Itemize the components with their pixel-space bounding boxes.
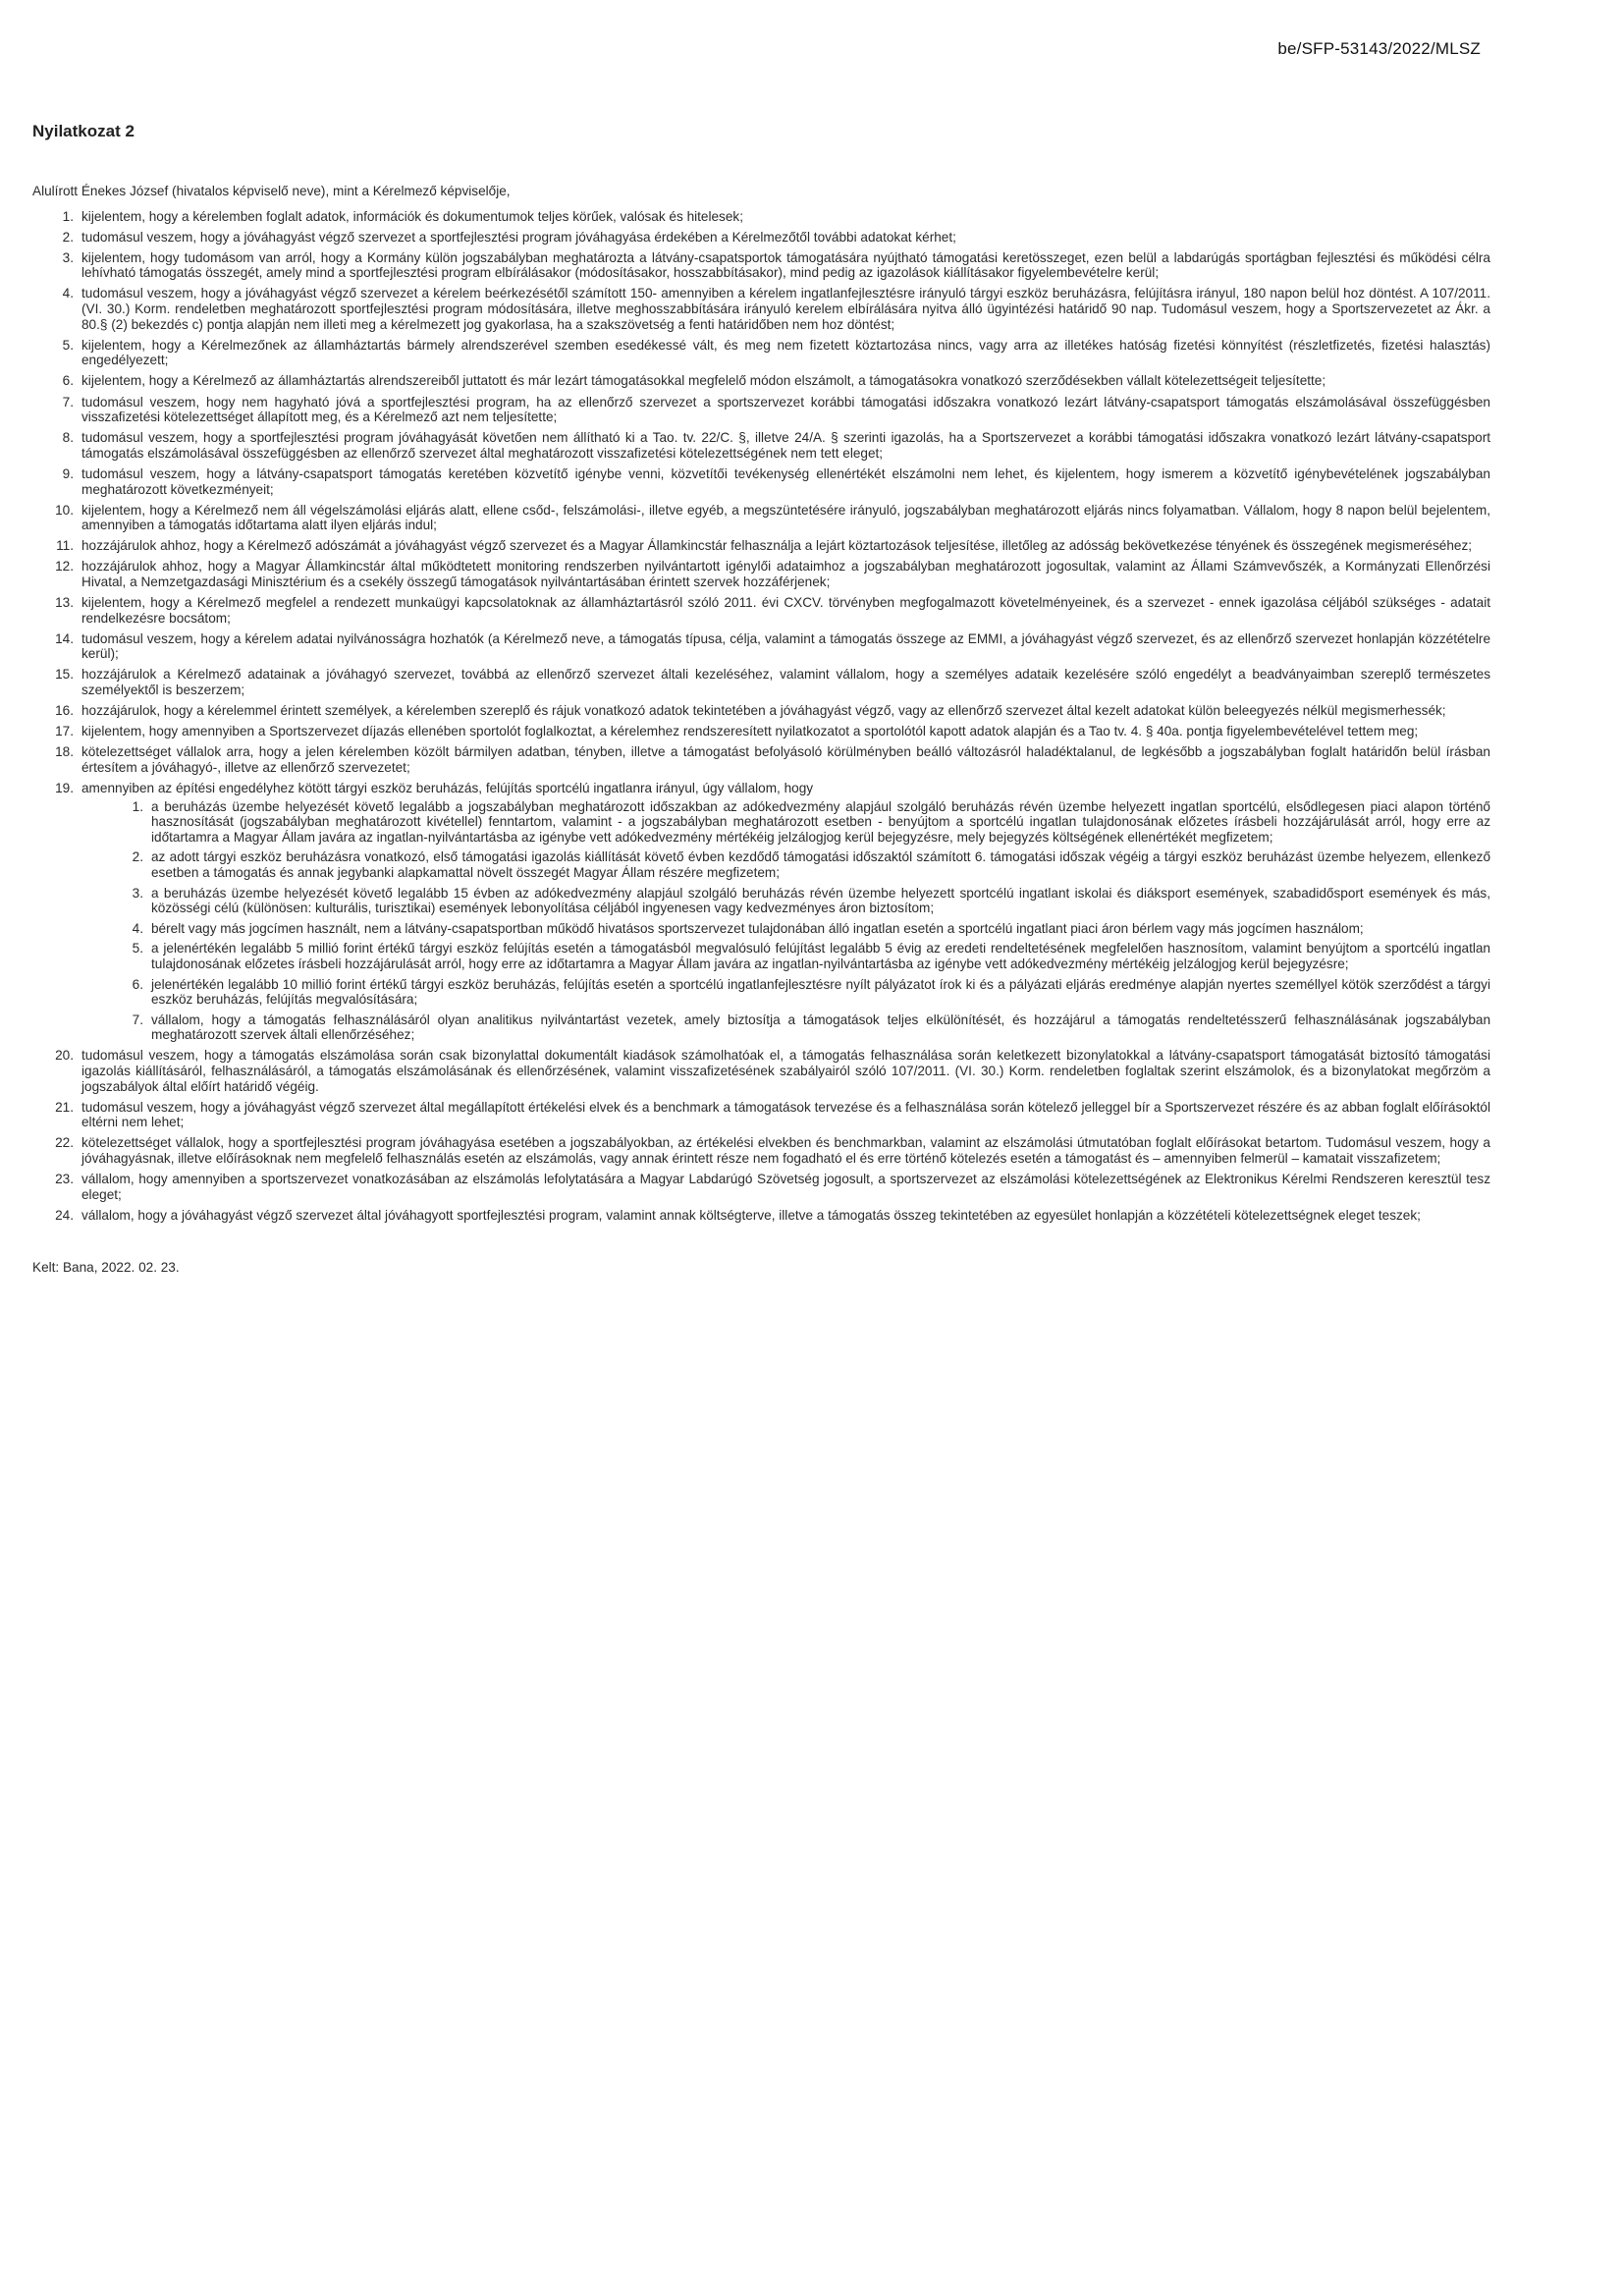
item-number: 9. (62, 465, 74, 481)
item-text: kijelentem, hogy a Kérelmezőnek az államháztartás bármely alrendszerével szemben esedékessé vált, és meg nem fizetett köztartozása nincs, vagy arra az illetékes hatóság fizetési könnyítést (részletfizetés, fizetési halasztás) engedélyezett; (81, 337, 1490, 368)
sub-list-item (81, 849, 1490, 880)
item-number: 12. (55, 559, 74, 574)
item-number: 3. (62, 249, 74, 265)
list-item (32, 595, 1490, 626)
item-number: 22. (55, 1135, 74, 1151)
page-title: Nyilatkozat 2 (32, 122, 135, 140)
item-number: 1. (62, 208, 74, 224)
date-place: Kelt: Bana, 2022. 02. 23. (32, 1260, 180, 1276)
item-text: tudomásul veszem, hogy a támogatás elszámolása során csak bizonylattal dokumentált kiadások számolhatóak el, a támogatás felhasználása során keletkezett bizonylatokkal a látvány-csapatsport támogatását biztosító támogatási igazolás kiállításáról, felhasználásáról, a támogatás elszámolásának és ellenőrzésének, valamint visszafizetésének szabályairól szóló 107/2011. (VI. 30.) Korm. rendeletben foglaltak szerint elszámolok, és a bizonylatokat megőrzöm a jogszabályok által előírt határidő végéig. (81, 1048, 1490, 1094)
list-item (32, 1100, 1490, 1130)
list-item (32, 373, 1490, 389)
list-item (32, 503, 1490, 533)
item-text: amennyiben az építési engedélyhez kötött tárgyi eszköz beruházás, felújítás sportcélú ingatlanra irányul, úgy vállalom, hogy (81, 781, 814, 795)
list-item (32, 538, 1490, 554)
list-item (32, 250, 1490, 281)
list-item (32, 559, 1490, 589)
item-text: kijelentem, hogy tudomásom van arról, hogy a Kormány külön jogszabályban meghatározta a látvány-csapatsportok támogatására nyújtható támogatási keretösszeget, ezen belül a labdarúgás sportágban fejlesztési és működési célra lehívható támogatás összegét, amely mind a sportfejlesztési program elbírálásakor (módosításakor, hosszabbításakor), mind pedig az igazolások kiállításakor figyelembevételre kerül; (81, 249, 1490, 281)
item-text: tudomásul veszem, hogy a látvány-csapatsport támogatás keretében közvetítő igénybe venni, közvetítői tevékenység ellenértékét elszámolni nem lehet, és kijelentem, hogy ismerem a közvetítő igénybevételének jogszabályban meghatározott következményeit; (81, 465, 1490, 497)
list-item (32, 667, 1490, 697)
item-number: 8. (62, 430, 74, 446)
sub-list-item (81, 977, 1490, 1008)
sub-item-number: 4. (132, 920, 143, 936)
sub-item-text: a beruházás üzembe helyezését követő legalább a jogszabályban meghatározott időszakban az adókedvezmény alapjául szolgáló beruházás révén üzembe helyezett ingatlan sportcélú, elsődlegesen piaci alapon történő hasznosítását (jogszabályban meghatározott kivétellel) fenntartom, valamint - a jogszabályban meghatározott esetben - benyújtom a sportcélú ingatlan tulajdonosának előzetes írásbeli hozzájárulását arról, hogy erre az időtartamra a Magyar Állam javára az ingatlan-nyilvántartásba az igénybe vett adókedvezmény mértékéig jelzálogjog kerül bejegyzésre, mely bejegyzés költségének ellenértékét megfizetem; (151, 798, 1490, 845)
item-number: 11. (56, 538, 74, 554)
item-text: kijelentem, hogy a Kérelmező nem áll végelszámolási eljárás alatt, ellene csőd-, felszámolási-, illetve egyéb, a megszüntetésére irányuló, jogszabályban meghatározott eljárás nincs folyamatban. Vállalom, hogy 8 napon belül bejelentem, amennyiben a támogatás időtartama alatt ilyen eljárás indul; (81, 502, 1490, 533)
item-text: vállalom, hogy amennyiben a sportszervezet vonatkozásában az elszámolás lefolytatására a Magyar Labdarúgó Szövetség jogosult, a sportszervezet az elszámolási kötelezettségének az Elektronikus Kérelmi Rendszeren keresztül tesz eleget; (81, 1172, 1490, 1202)
document-reference: be/SFP-53143/2022/MLSZ (1277, 39, 1481, 58)
sub-list-item (81, 921, 1490, 937)
item-number: 24. (55, 1207, 74, 1223)
item-text: vállalom, hogy a jóváhagyást végző szervezet által jóváhagyott sportfejlesztési program, valamint annak költségterve, illetve a támogatás összeg tekintetében az egyesület honlapján a közzétételi kötelezettségnek eleget teszek; (81, 1207, 1421, 1223)
list-item (32, 1208, 1490, 1224)
list-item (32, 724, 1490, 739)
sub-item-text: bérelt vagy más jogcímen használt, nem a látvány-csapatsportban működő hivatásos sportszervezet tulajdonában álló ingatlan esetén a sportcélú ingatlant piaci áron bérlem vagy más jogcímen használom; (151, 920, 1364, 936)
item-text: tudomásul veszem, hogy a jóváhagyást végző szervezet a kérelem beérkezésétől számított 150- amennyiben a kérelem ingatlanfejlesztésre irányuló tárgyi eszköz beruházásra, felújításra irányul, 180 napon belül hoz döntést. A 107/2011. (VI. 30.) Korm. rendeletben meghatározott sportfejlesztési program módosítására, illetve meghosszabbítására irányuló kerelem elbírálására nyitva álló ügyintézési határidő 90 nap. Tudomásul veszem, hogy a Sportszervezetet az Ákr. a 80.§ (2) bekezdés c) pontja alapján nem illeti meg a kérelmezett jog gyakorlasa, ha a szakszövetség a fenti határidőben nem hoz döntést; (81, 286, 1490, 332)
item-text: kijelentem, hogy a kérelemben foglalt adatok, információk és dokumentumok teljes körűek, valósak és hitelesek; (81, 208, 743, 224)
item-text: hozzájárulok ahhoz, hogy a Kérelmező adószámát a jóváhagyást végző szervezet és a Magyar Államkincstár felhasználja a lejárt köztartozások teljesítése, illetőleg az adósság bekövetkezése tényének és összegének megismeréséhez; (81, 538, 1473, 554)
list-item (32, 230, 1490, 246)
list-item (32, 395, 1490, 425)
list-item (32, 466, 1490, 497)
item-text: hozzájárulok a Kérelmező adatainak a jóváhagyó szervezet, továbbá az ellenőrző szervezet általi kezeléséhez, valamint vállalom, hogy a személyes adataik kezelésére szóló engedélyt a beadványaimban szereplő természetes személyektől is beszerzem; (81, 667, 1490, 698)
item-text: tudomásul veszem, hogy nem hagyható jóvá a sportfejlesztési program, ha az ellenőrző szervezet a sportszervezet korábbi támogatási időszakra vonatkozó lezárt látvány-csapatsport támogatás elszámolásával összefüggésben visszafizetési kötelezettséget állapított meg, és a Kérelmező azt nem teljesítette; (81, 394, 1490, 425)
sub-list-item (81, 1012, 1490, 1043)
sub-item-number: 7. (132, 1011, 143, 1027)
list-item (32, 286, 1490, 332)
item-text: kötelezettséget vállalok, hogy a sportfejlesztési program jóváhagyása esetében a jogszabályokban, az értékelési elvekben és benchmarkban, valamint az elszámolási útmutatóban foglalt előírásokat betartom. Tudomásul veszem, hogy a jóváhagyásnak, illetve előírásoknak nem megfelelő felhasználás esetén az elszámolás, vagy annak érintett része nem fogadható el és erre történő kötelezés esetén a támogatást és – amennyiben felmerül – kamatait visszafizetem; (81, 1135, 1490, 1166)
item-text: kötelezettséget vállalok arra, hogy a jelen kérelemben közölt bármilyen adatban, tényben, illetve a támogatást befolyásoló körülményben beálló változásról haladéktalanul, de legkésőbb a jogszabályban foglalt határidőn belül írásban értesítem a jóváhagyó-, illetve az ellenőrző szervezetet; (81, 744, 1490, 775)
sub-item-text: az adott tárgyi eszköz beruházásra vonatkozó, első támogatási igazolás kiállítását követő évben kezdődő támogatási időszaktól számított 6. támogatási időszak végéig a tárgyi eszköz beruházást üzembe helyezem, ellenkező esetben a támogatás és annak jegybanki alapkamattal növelt összegét Magyar Állam részére megfizetem; (151, 849, 1490, 880)
item-number: 13. (55, 595, 74, 611)
item-text: tudomásul veszem, hogy a kérelem adatai nyilvánosságra hozhatók (a Kérelmező neve, a támogatás típusa, célja, valamint a támogatás összege az EMMI, a jóváhagyást végző szervezet, és az ellenőrző szervezet honlapján közzétételre kerül); (81, 630, 1490, 662)
item-number: 19. (55, 781, 74, 795)
list-item (32, 430, 1490, 461)
sub-item-number: 6. (132, 976, 143, 992)
item-text: kijelentem, hogy a Kérelmező az államháztartás alrendszereiből juttatott és már lezárt támogatásokkal megfelelő módon elszámolt, a támogatásokra vonatkozó szerződésekben vállalt kötelezettségeit teljesítette; (81, 373, 1326, 389)
list-item (32, 703, 1490, 719)
item-text: hozzájárulok ahhoz, hogy a Magyar Államkincstár által működtetett monitoring rendszerben nyilvántartott igénylői adataimhoz a jogszabályban meghatározott jogosultak, valamint az Állami Számvevőszék, a Kormányzati Ellenőrzési Hivatal, a Nemzetgazdasági Minisztérium és a csekély összegű támogatások nyilvántartásában érintett szervek hozzáférjenek; (81, 559, 1490, 589)
item-number: 23. (55, 1172, 74, 1187)
sub-list (81, 799, 1490, 1043)
list-item (32, 209, 1490, 225)
item-number: 18. (55, 744, 74, 760)
item-text: tudomásul veszem, hogy a jóváhagyást végző szervezet a sportfejlesztési program jóváhagyása érdekében a Kérelmezőtől további adatokat kérhet; (81, 229, 956, 245)
sub-list-item (81, 941, 1490, 971)
document-body (32, 184, 1490, 1276)
item-number: 20. (55, 1048, 74, 1064)
sub-item-text: jelenértékén legalább 10 millió forint értékű tárgyi eszköz beruházás, felújítás esetén a sportcélú ingatlanfejlesztésre nyílt pályázatot írok ki és a pályázati eljárás eredménye alapján nyertes személlyel kötök szerződést a tárgyi eszköz beruházás, felújítás megvalósítására; (151, 976, 1490, 1008)
item-number: 7. (62, 394, 74, 410)
sub-item-text: a jelenértékén legalább 5 millió forint értékű tárgyi eszköz felújítás esetén a támogatásból megvalósuló felújítást legalább 5 évig az eredeti rendeltetésének megfelelően hasznosítom, valamint benyújtom a sportcélú ingatlan tulajdonosának előzetes írásbeli hozzájárulását arról, hogy erre az időtartamra a Magyar Állam javára az ingatlan-nyilvántartásba az igénybe vett adókedvezmény mértékéig jelzálogjog kerül bejegyzésre; (151, 941, 1490, 971)
item-text: tudomásul veszem, hogy a jóváhagyást végző szervezet által megállapított értékelési elvek és a benchmark a támogatások tervezése és a felhasználása során kötelező jelleggel bír a Sportszervezet részére és az abban foglalt előírásoktól eltérni nem lehet; (81, 1099, 1490, 1130)
item-number: 2. (62, 229, 74, 245)
sub-item-number: 3. (132, 885, 143, 901)
list-item (32, 744, 1490, 775)
list-item (32, 781, 1490, 1043)
sub-item-number: 5. (132, 941, 143, 957)
sub-list-item (81, 886, 1490, 916)
list-item (32, 1135, 1490, 1166)
sub-list-item (81, 799, 1490, 846)
item-text: kijelentem, hogy amennyiben a Sportszervezet díjazás ellenében sportolót foglalkoztat, a kérelemhez rendszeresített nyilatkozatot a sportolótól kapott adatok alapján és a Tao tv. 4. § 40a. pontja figyelembevételével tettem meg; (81, 724, 1419, 739)
sub-item-number: 1. (132, 798, 143, 814)
item-text: tudomásul veszem, hogy a sportfejlesztési program jóváhagyását követően nem állítható ki a Tao. tv. 22/C. §, illetve 24/A. § szerinti igazolás, ha a Sportszervezet a korábbi támogatási időszakra vonatkozó lezárt látvány-csapatsport támogatás elszámolásával összefüggésben az ellenőrző szervezet által meghatározott visszafizetési kötelezettségének nem tett eleget; (81, 430, 1490, 461)
item-number: 10. (55, 502, 74, 518)
item-number: 17. (55, 724, 74, 739)
intro-text: Alulírott Énekes József (hivatalos képviselő neve), mint a Kérelmező képviselője, (32, 184, 511, 198)
declaration-list (32, 209, 1490, 1224)
item-number: 21. (55, 1099, 74, 1115)
item-text: hozzájárulok, hogy a kérelemmel érintett személyek, a kérelemben szereplő és rájuk vonatkozó adatok tekintetében a jóváhagyást végző, vagy az ellenőrző szervezet által kezelt adatokat külön beleegyezés nélkül megismerhessék; (81, 703, 1446, 719)
item-number: 14. (55, 630, 74, 646)
list-item (32, 1172, 1490, 1202)
sub-item-text: a beruházás üzembe helyezését követő legalább 15 évben az adókedvezmény alapjául szolgáló beruházás révén üzembe helyezett sportcélú ingatlant iskolai és diáksport események, szabadidősport események és más, közösségi célú (különösen: kulturális, turisztikai) események lebonyolítása céljából ingyenesen vagy kedvezményes áron biztosítom; (151, 885, 1490, 916)
item-number: 15. (55, 667, 74, 683)
item-number: 5. (62, 337, 74, 353)
sub-item-text: vállalom, hogy a támogatás felhasználásáról olyan analitikus nyilvántartást vezetek, amely biztosítja a támogatások teljes elkülönítését, és hozzájárul a támogatás rendeltetésszerű felhasználásának jogszabályban meghatározott szervek általi ellenőrzéséhez; (151, 1011, 1490, 1043)
item-number: 4. (62, 286, 74, 301)
item-number: 16. (55, 703, 74, 719)
list-item (32, 631, 1490, 662)
item-text: kijelentem, hogy a Kérelmező megfelel a rendezett munkaügyi kapcsolatoknak az államháztartásról szóló 2011. évi CXCV. törvényben megfogalmazott követelményeinek, és a szervezet - ennek igazolása céljából szükséges - adatait rendelkezésre bocsátom; (81, 595, 1490, 626)
item-number: 6. (62, 373, 74, 389)
sub-item-number: 2. (132, 849, 143, 865)
list-item (32, 1048, 1490, 1094)
list-item (32, 338, 1490, 368)
